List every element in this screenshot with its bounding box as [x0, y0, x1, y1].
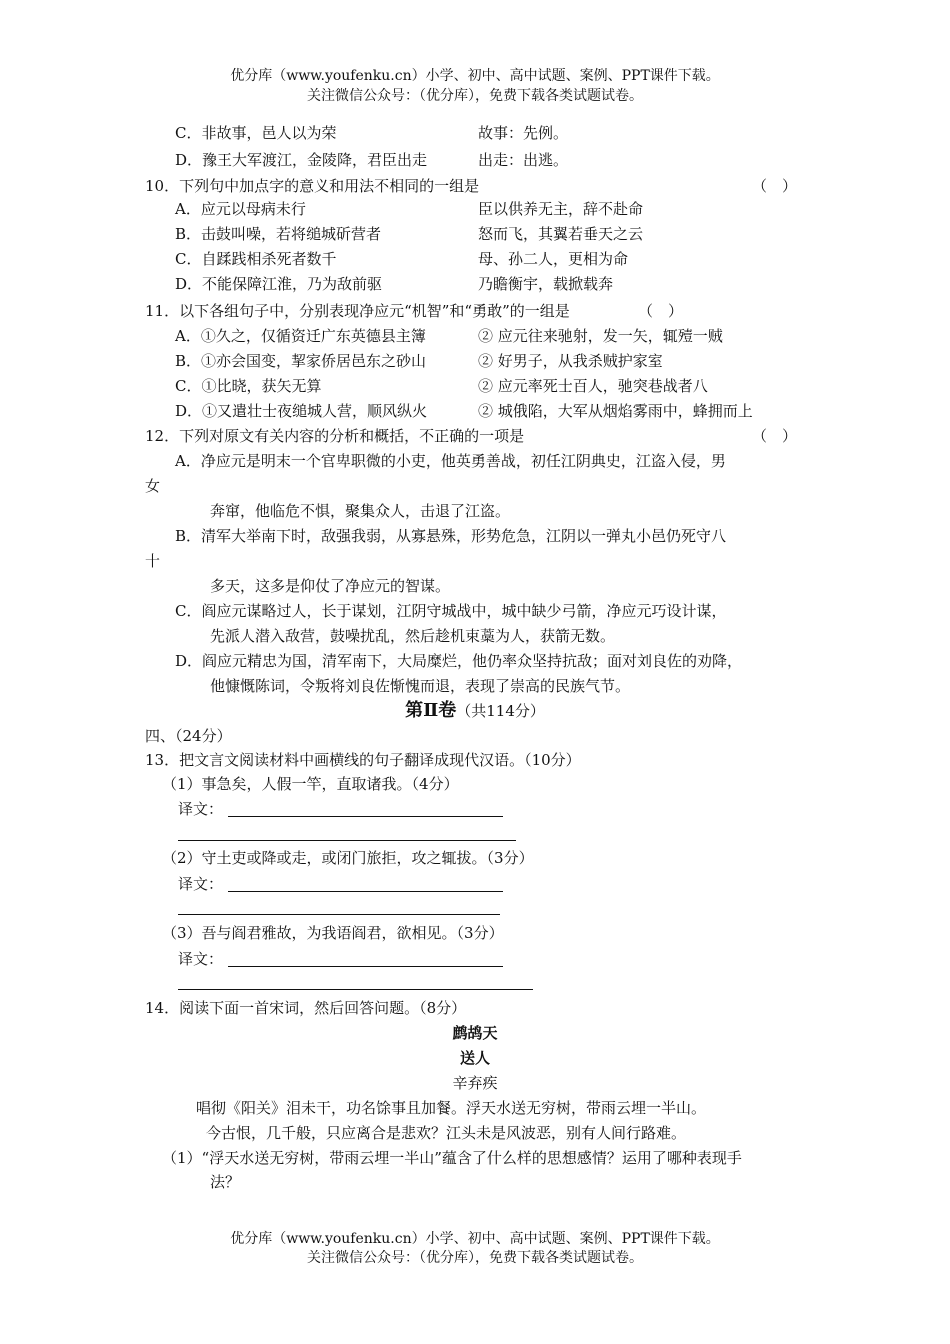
poem-line-1: 唱彻《阳关》泪未干，功名馀事且加餐。浮天水送无穷树，带雨云埋一半山。 — [196, 1099, 707, 1117]
header-line-2: 关注微信公众号：（优分库），免费下载各类试题试卷。 — [307, 88, 643, 104]
poem-line-2: 今古恨，几千般，只应离合是悲欢？江头未是风波恶，别有人间行路难。 — [206, 1124, 687, 1142]
q13-item-2-answer-line-2[interactable] — [178, 914, 500, 915]
q11-option-c: C．①比晓，获矢无算 — [175, 377, 322, 395]
poem-title: 鹧鸪天 — [452, 1024, 498, 1042]
q13-item-3-label: 译文： — [178, 950, 224, 968]
q10-option-c: C．自蹂践相杀死者数千 — [175, 250, 337, 268]
q13-item-1-answer-line-2[interactable] — [178, 840, 516, 841]
part2-heading — [0, 701, 950, 721]
q13-stem: 13．把文言文阅读材料中画横线的句子翻译成现代汉语。（10分） — [145, 751, 581, 769]
q11-answer-paren: （ ） — [638, 302, 684, 320]
q14-stem: 14．阅读下面一首宋词，然后回答问题。（8分） — [145, 999, 467, 1017]
q10-option-b: B．击鼓叫噪，若将缒城斫营者 — [175, 225, 382, 243]
q9-option-c: C．非故事，邑人以为荣 — [175, 124, 337, 142]
q12-option-b-line1: B．清军大举南下时，敌强我弱，从寡悬殊，形势危急，江阴以一弹丸小邑仍死守八 — [175, 527, 727, 545]
q10-option-b-right: 怒而飞，其翼若垂天之云 — [478, 225, 644, 243]
q12-answer-paren: （ ） — [752, 427, 798, 445]
q11-option-a-right: ② 应元往来驰射，发一矢，辄殪一贼 — [478, 327, 723, 345]
poem-subtitle: 送人 — [459, 1049, 490, 1067]
q12-option-a-line1: A．净应元是明末一个官卑职微的小吏，他英勇善战，初任江阴典史，江盗入侵，男 — [175, 452, 726, 470]
q12-option-b-line2: 多天，这多是仰仗了净应元的智谋。 — [210, 577, 451, 595]
q11-option-c-right: ② 应元率死士百人，驰突巷战者八 — [478, 377, 708, 395]
q10-option-c-right: 母、孙二人，更相为命 — [478, 250, 629, 268]
q11-option-d-right: ② 城俄陷，大军从烟焰雾雨中，蜂拥而上 — [478, 402, 753, 420]
part2-score: （共114分） — [456, 702, 545, 720]
q13-item-2-answer-line-1[interactable] — [228, 891, 503, 892]
q13-item-1-label: 译文： — [178, 800, 224, 818]
q12-option-a-wrap: 女 — [145, 477, 161, 495]
q13-item-2-label: 译文： — [178, 875, 224, 893]
footer-line-2: 关注微信公众号：（优分库），免费下载各类试题试卷。 — [307, 1250, 643, 1266]
q11-option-b-right: ② 好男子，从我杀贼护家室 — [478, 352, 663, 370]
q10-option-a: A．应元以母病未行 — [175, 200, 306, 218]
q12-option-c-line2: 先派人潜入敌营，鼓噪扰乱，然后趁机束藁为人，获箭无数。 — [210, 627, 616, 645]
q12-option-b-wrap: 十 — [145, 552, 161, 570]
q10-stem: 10．下列句中加点字的意义和用法不相同的一组是 — [145, 177, 480, 195]
q11-option-d: D．①又遣壮士夜缒城人营，顺风纵火 — [175, 402, 428, 420]
q11-option-b: B．①亦会国变，挈家侨居邑东之砂山 — [175, 352, 427, 370]
q13-item-1: （1）事急矣，人假一竿，直取诸我。（4分） — [162, 775, 459, 793]
q13-item-3-answer-line-2[interactable] — [178, 989, 533, 990]
q9-option-d: D．豫王大军渡江，金陵降，君臣出走 — [175, 151, 428, 169]
q9-option-c-gloss: 故事：先例。 — [478, 124, 569, 142]
q12-option-a-line2: 奔窜，他临危不惧，聚集众人，击退了江盗。 — [210, 502, 511, 520]
q12-option-c-line1: C．阎应元谋略过人，长于谋划，江阴守城战中，城中缺少弓箭，净应元巧设计谋， — [175, 602, 727, 620]
q13-item-1-answer-line-1[interactable] — [228, 816, 503, 817]
q13-item-2: （2）守土吏或降或走，或闭门旅拒，攻之辄拔。（3分） — [162, 849, 534, 867]
q11-option-a: A．①久之，仅循资迁广东英德县主簿 — [175, 327, 426, 345]
q12-option-d-line1: D．阎应元精忠为国，清军南下，大局糜烂，他仍率众坚持抗敌；面对刘良佐的劝降， — [175, 652, 743, 670]
q13-item-3: （3）吾与阎君雅故，为我语阎君，欲相见。（3分） — [162, 924, 504, 942]
poem-author: 辛弃疾 — [452, 1074, 498, 1092]
footer-line-1: 优分库（www.youfenku.cn）小学、初中、高中试题、案例、PPT课件下载。 — [230, 1231, 720, 1247]
q10-option-a-right: 臣以供养无主，辞不赴命 — [478, 200, 644, 218]
q10-answer-paren: （ ） — [752, 177, 798, 195]
q14-sub1-line2: 法？ — [210, 1173, 241, 1191]
header-line-1: 优分库（www.youfenku.cn）小学、初中、高中试题、案例、PPT课件下载。 — [230, 68, 720, 84]
q14-sub1-line1: （1）“浮天水送无穷树，带雨云埋一半山”蕴含了什么样的思想感情？运用了哪种表现手 — [162, 1149, 742, 1167]
q9-option-d-gloss: 出走：出逃。 — [478, 151, 569, 169]
q10-option-d: D．不能保障江淮，乃为敌前驱 — [175, 275, 383, 293]
q13-item-3-answer-line-1[interactable] — [228, 966, 503, 967]
q11-stem: 11．以下各组句子中，分别表现净应元“机智”和“勇敢”的一组是 — [145, 302, 570, 320]
q12-option-d-line2: 他慷慨陈词，令叛将刘良佐惭愧而退，表现了崇高的民族气节。 — [210, 677, 631, 695]
q12-stem: 12．下列对原文有关内容的分析和概括，不正确的一项是 — [145, 427, 525, 445]
part2-title: 第Ⅱ卷 — [405, 700, 457, 721]
q10-option-d-right: 乃瞻衡宇，载掀载奔 — [478, 275, 614, 293]
section4-heading: 四、（24分） — [145, 727, 232, 745]
